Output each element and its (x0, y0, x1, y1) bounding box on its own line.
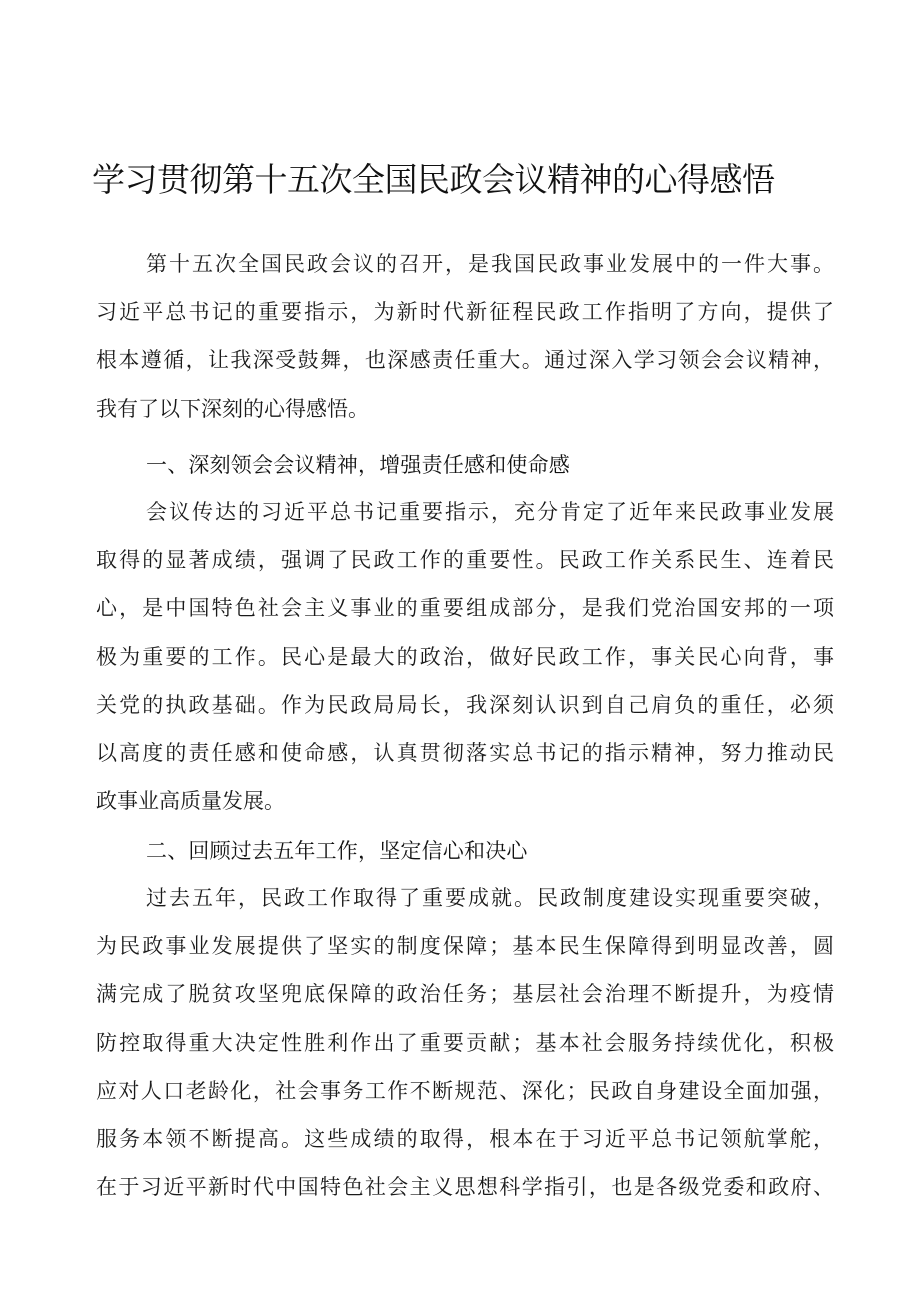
paragraph-line: 应对人口老龄化，社会事务工作不断规范、深化；民政自身建设全面加强， (96, 1078, 834, 1103)
paragraph-line: 我有了以下深刻的心得感悟。 (96, 396, 369, 421)
paragraph-line: 取得的显著成绩，强调了民政工作的重要性。民政工作关系民生、连着民 (96, 548, 834, 573)
paragraph-line: 极为重要的工作。民心是最大的政治，做好民政工作，事关民心向背，事 (96, 644, 834, 669)
paragraph-line: 根本遵循，让我深受鼓舞，也深感责任重大。通过深入学习领会会议精神， (96, 348, 834, 373)
paragraph-line: 关党的执政基础。作为民政局局长，我深刻认识到自己肩负的重任，必须 (96, 692, 834, 717)
paragraph-line: 会议传达的习近平总书记重要指示，充分肯定了近年来民政事业发展 (146, 500, 834, 524)
section-1-paragraph (96, 488, 834, 825)
paragraph-line: 在于习近平新时代中国特色社会主义思想科学指引，也是各级党委和政府、 (96, 1175, 834, 1200)
paragraph-line: 服务本领不断提高。这些成绩的取得，根本在于习近平总书记领航掌舵， (96, 1127, 834, 1152)
section-heading-2: 二、回顾过去五年工作，坚定信心和决心 (146, 839, 528, 863)
paragraph-line: 习近平总书记的重要指示，为新时代新征程民政工作指明了方向，提供了 (96, 300, 834, 325)
paragraph-line: 政事业高质量发展。 (96, 789, 285, 814)
paragraph-line: 防控取得重大决定性胜利作出了重要贡献；基本社会服务持续优化，积极 (96, 1030, 834, 1055)
paragraph-line: 心，是中国特色社会主义事业的重要组成部分，是我们党治国安邦的一项 (96, 596, 834, 621)
document-title: 学习贯彻第十五次全国民政会议精神的心得感悟 (92, 160, 775, 199)
paragraph-line: 以高度的责任感和使命感，认真贯彻落实总书记的指示精神，努力推动民 (96, 741, 834, 766)
intro-paragraph (96, 240, 834, 433)
section-heading-1: 一、深刻领会会议精神，增强责任感和使命感 (146, 453, 570, 477)
paragraph-line: 第十五次全国民政会议的召开，是我国民政事业发展中的一件大事。 (146, 252, 834, 276)
paragraph-line: 满完成了脱贫攻坚兜底保障的政治任务；基层社会治理不断提升，为疫情 (96, 982, 834, 1007)
section-2-paragraph (96, 874, 834, 1211)
paragraph-line: 过去五年，民政工作取得了重要成就。民政制度建设实现重要突破， (146, 886, 834, 910)
paragraph-line: 为民政事业发展提供了坚实的制度保障；基本民生保障得到明显改善，圆 (96, 934, 834, 959)
